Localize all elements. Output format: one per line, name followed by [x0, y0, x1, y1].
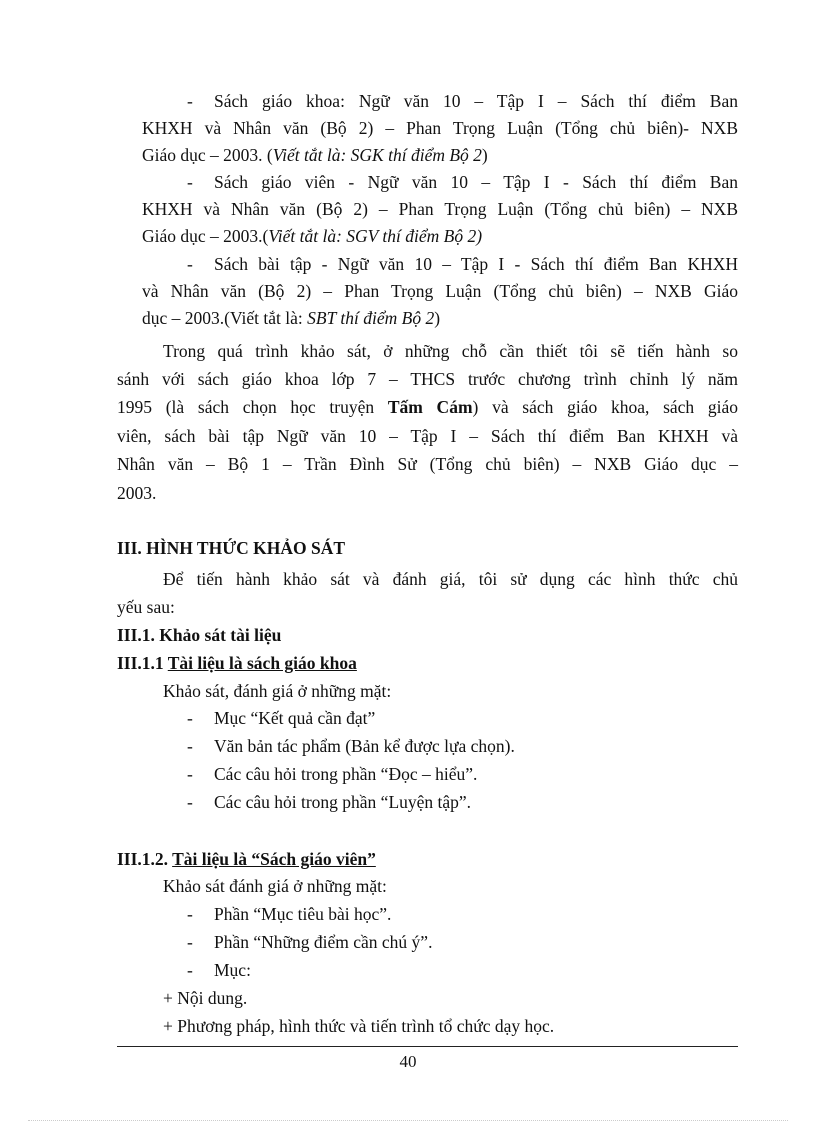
- bullet-sgv-line3: Giáo dục – 2003.(Viết tắt là: SGV thí điểm Bộ 2): [142, 226, 483, 246]
- list-item: - Mục “Kết quả cần đạt”: [187, 708, 376, 728]
- footer-divider: [117, 1046, 738, 1047]
- bullet-sbt-line1: - Sách bài tập - Ngữ văn 10 – Tập I - Sách thí điểm Ban KHXH: [187, 254, 738, 274]
- intro-iii-1-1: Khảo sát, đánh giá ở những mặt:: [163, 681, 392, 701]
- heading-iii-1-1: III.1.1 Tài liệu là sách giáo khoa: [117, 653, 357, 673]
- paragraph-survey-line1: Trong quá trình khảo sát, ở những chỗ cần thiết tôi sẽ tiến hành so: [163, 341, 738, 361]
- plus-item-content: + Nội dung.: [163, 988, 248, 1008]
- paragraph-survey-line4: viên, sách bài tập Ngữ văn 10 – Tập I – Sách thí điểm Ban KHXH và: [117, 426, 738, 446]
- page-number: 40: [399, 1052, 417, 1071]
- paragraph-forms-line2: yếu sau:: [117, 597, 175, 617]
- bullet-sgk-line1: - Sách giáo khoa: Ngữ văn 10 – Tập I – Sách thí điểm Ban: [187, 91, 738, 111]
- paragraph-forms-line1: Để tiến hành khảo sát và đánh giá, tôi sử dụng các hình thức chủ: [163, 569, 738, 589]
- heading-iii-1-2: III.1.2. Tài liệu là “Sách giáo viên”: [117, 849, 376, 869]
- list-item: - Văn bản tác phẩm (Bản kể được lựa chọn).: [187, 736, 515, 756]
- bullet-sgv-line1: - Sách giáo viên - Ngữ văn 10 – Tập I - Sách thí điểm Ban: [187, 172, 738, 192]
- list-item: - Phần “Những điểm cần chú ý”.: [187, 932, 433, 952]
- bullet-sgv-line2: KHXH và Nhân văn (Bộ 2) – Phan Trọng Luận (Tổng chủ biên) – NXB: [142, 199, 738, 219]
- list-item: - Phần “Mục tiêu bài học”.: [187, 904, 392, 924]
- bullet-sbt-line3: dục – 2003.(Viết tắt là: SBT thí điểm Bộ 2): [142, 308, 441, 328]
- list-item: - Mục:: [187, 960, 251, 980]
- intro-iii-1-2: Khảo sát đánh giá ở những mặt:: [163, 876, 387, 896]
- paragraph-survey-line5: Nhân văn – Bộ 1 – Trần Đình Sử (Tổng chủ biên) – NXB Giáo dục –: [117, 454, 738, 474]
- list-item: - Các câu hỏi trong phần “Luyện tập”.: [187, 792, 472, 812]
- bullet-sgk-line3: Giáo dục – 2003. (Viết tắt là: SGK thí điểm Bộ 2): [142, 145, 488, 165]
- paragraph-survey-line6: 2003.: [117, 483, 157, 503]
- page-bottom-border: [28, 1120, 788, 1121]
- plus-item-method: + Phương pháp, hình thức và tiến trình tổ chức dạy học.: [163, 1016, 555, 1036]
- list-item: - Các câu hỏi trong phần “Đọc – hiểu”.: [187, 764, 478, 784]
- section-heading-iii: III. HÌNH THỨC KHẢO SÁT: [117, 538, 346, 558]
- heading-iii-1: III.1. Khảo sát tài liệu: [117, 625, 282, 645]
- bullet-sbt-line2: và Nhân văn (Bộ 2) – Phan Trọng Luận (Tổng chủ biên) – NXB Giáo: [142, 281, 738, 301]
- bullet-sgk-line2: KHXH và Nhân văn (Bộ 2) – Phan Trọng Luận (Tổng chủ biên)- NXB: [142, 118, 738, 138]
- paragraph-survey-line3: 1995 (là sách chọn học truyện Tấm Cám) và sách giáo khoa, sách giáo: [117, 397, 739, 417]
- paragraph-survey-line2: sánh với sách giáo khoa lớp 7 – THCS trước chương trình chỉnh lý năm: [117, 369, 738, 389]
